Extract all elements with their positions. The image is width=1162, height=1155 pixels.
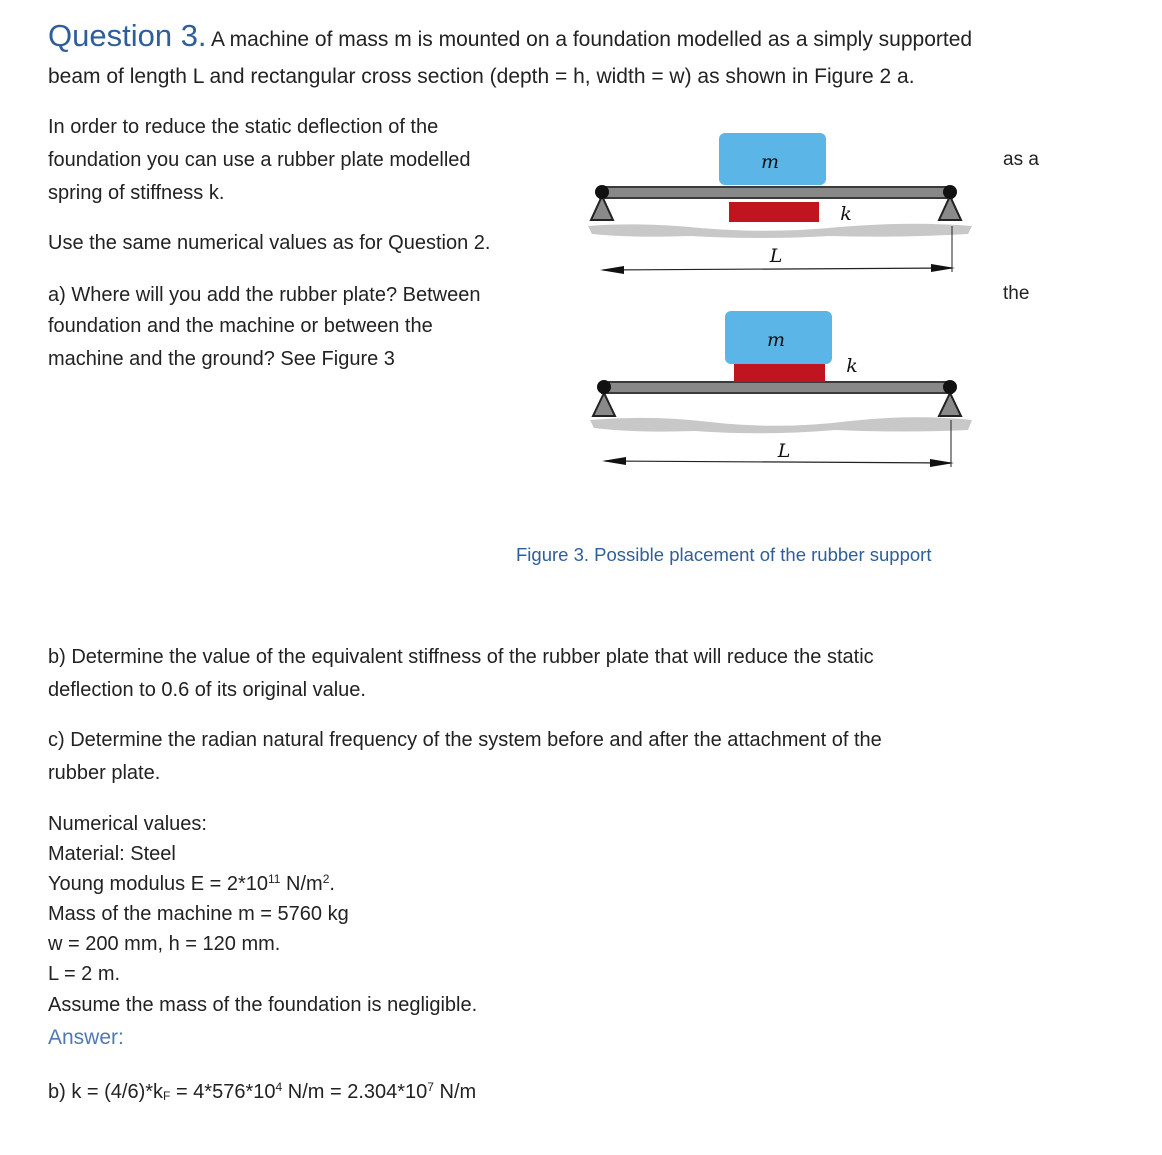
young-end: . — [329, 873, 335, 895]
pin-support-right-bottom — [939, 393, 961, 416]
beam-end-left-top — [595, 185, 609, 199]
dimensions-line: w = 200 mm, h = 120 mm. — [48, 933, 281, 955]
dim-arrow-right-top — [931, 264, 955, 272]
figure-3-diagram — [570, 120, 990, 480]
mass-label-bottom: m — [766, 329, 786, 351]
pin-support-left-bottom — [593, 393, 615, 416]
answer-b-prefix: b) k = (4/6)*k — [48, 1081, 164, 1103]
material-line: Material: Steel — [48, 843, 176, 865]
part-a-line-1: a) Where will you add the rubber plate? Between — [48, 284, 481, 306]
part-a-line-3: machine and the ground? See Figure 3 — [48, 348, 395, 370]
figure-top-configuration — [588, 133, 972, 274]
young-prefix: Young modulus E = 2*10 — [48, 873, 268, 895]
answer-b-mid: = 4*576*10 — [170, 1081, 276, 1103]
young-exponent: 11 — [268, 872, 281, 886]
young-modulus-line — [48, 872, 335, 896]
intro-line-1: In order to reduce the static deflection of the — [48, 116, 439, 138]
length-label-bottom: L — [777, 440, 791, 462]
answer-b-subscript: F — [163, 1089, 171, 1103]
length-label-top: L — [769, 245, 783, 267]
answer-b-exponent-2: 7 — [427, 1080, 434, 1094]
rubber-plate-top — [729, 202, 819, 222]
ground-hatch-bottom — [590, 417, 972, 433]
question-heading-line1: A machine of mass m is mounted on a foundation modelled as a simply supported — [211, 28, 973, 51]
pin-support-left-top — [591, 196, 613, 220]
answer-label: Answer: — [48, 1026, 124, 1049]
pin-support-right-top — [939, 196, 961, 220]
figure-bottom-configuration — [590, 311, 972, 467]
mass-line: Mass of the machine m = 5760 kg — [48, 903, 349, 925]
same-values-note: Use the same numerical values as for Question 2. — [48, 232, 491, 254]
part-a-side-fragment: the — [1003, 283, 1030, 304]
answer-b-end: N/m — [433, 1081, 477, 1103]
part-b-line-2: deflection to 0.6 of its original value. — [48, 679, 366, 701]
length-dimension-line-top — [603, 268, 952, 270]
rubber-plate-bottom — [734, 364, 825, 382]
numerical-values-title: Numerical values: — [48, 813, 207, 835]
question-number: Question 3. — [48, 18, 207, 53]
beam-top — [600, 187, 952, 198]
intro-line-3: spring of stiffness k. — [48, 182, 225, 204]
part-c-line-1: c) Determine the radian natural frequency of the system before and after the attachment of the — [48, 729, 882, 751]
part-a-line-2: foundation and the machine or between the — [48, 315, 433, 337]
mass-label-top: m — [760, 151, 780, 173]
dim-arrow-right-bottom — [930, 459, 954, 467]
figure-caption: Figure 3. Possible placement of the rubber support — [516, 544, 932, 565]
intro-line-2: foundation you can use a rubber plate modelled — [48, 149, 471, 171]
beam-end-right-top — [943, 185, 957, 199]
beam-bottom — [602, 382, 952, 393]
spring-label-top: k — [840, 203, 852, 225]
answer-b-mid2: N/m = 2.304*10 — [282, 1081, 428, 1103]
intro-side-fragment: as a — [1003, 149, 1039, 170]
part-c-line-2: rubber plate. — [48, 762, 161, 784]
answer-b-line — [48, 1080, 476, 1104]
dim-arrow-left-top — [600, 266, 624, 274]
assumption-line: Assume the mass of the foundation is negligible. — [48, 994, 478, 1016]
spring-label-bottom: k — [846, 355, 858, 377]
length-line: L = 2 m. — [48, 963, 121, 985]
young-unit: N/m — [280, 873, 323, 895]
dim-arrow-left-bottom — [602, 457, 626, 465]
part-b-line-1: b) Determine the value of the equivalent stiffness of the rubber plate that will reduce the static — [48, 646, 874, 668]
ground-hatch-top — [588, 224, 972, 238]
beam-end-left-bottom — [597, 380, 611, 394]
young-unit-exponent: 2 — [322, 872, 330, 886]
answer-b-exponent-1: 4 — [275, 1080, 283, 1094]
question-heading — [48, 18, 972, 54]
question-heading-line2: beam of length L and rectangular cross section (depth = h, width = w) as shown in Figure 2 a. — [48, 65, 915, 88]
beam-end-right-bottom — [943, 380, 957, 394]
